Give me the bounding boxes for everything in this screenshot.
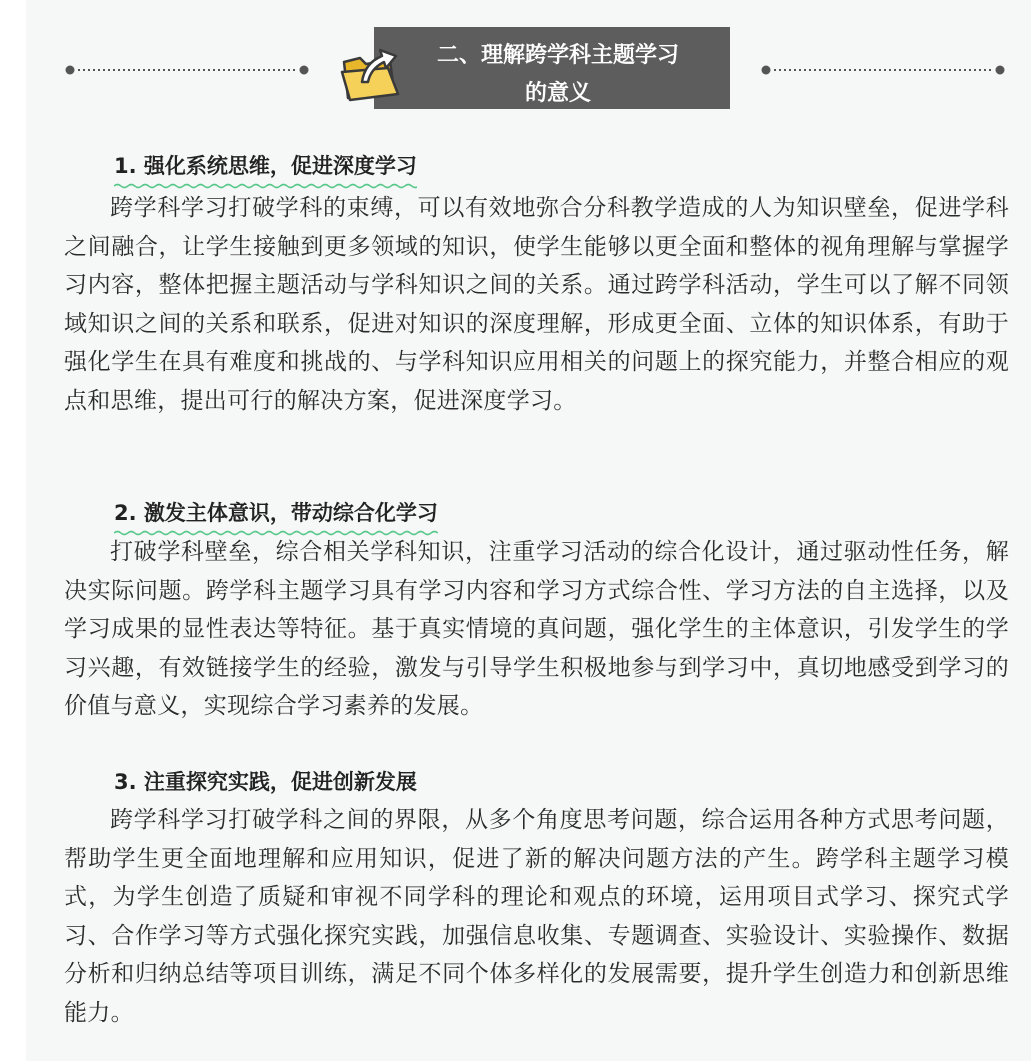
- right-dotted-divider: [760, 64, 1006, 76]
- section-1-body: 跨学科学习打破学科的束缚，可以有效地弥合分科教学造成的人为知识壁垒，促进学科之间融合，让学生接触到更多领域的知识，使学生能够以更全面和整体的视角理解与掌握学习内容，整体把握主题活动与学科知识之间的关系。通过跨学科活动，学生可以了解不同领域知识之间的关系和联系，促进对知识的深度理解，形成更全面、立体的知识体系，有助于强化学生在具有难度和挑战的、与学科知识应用相关的问题上的探究能力，并整合相应的观点和思维，提出可行的解决方案，促进深度学习。: [64, 195, 1009, 414]
- section-3-body: 跨学科学习打破学科之间的界限，从多个角度思考问题，综合运用各种方式思考问题，帮助学生更全面地理解和应用知识，促进了新的解决问题方法的产生。跨学科主题学习模式，为学生创造了质疑和审视不同学科的理论和观点的环境，运用项目式学习、探究式学习、合作学习等方式强化探究实践，加强信息收集、专题调查、实验设计、实验操作、数据分析和归纳总结等项目训练，满足不同个体多样化的发展需要，提升学生创造力和创新思维能力。: [64, 807, 1009, 1026]
- left-dotted-divider: [64, 64, 310, 76]
- section-3-title: 3. 注重探究实践，促进创新发展: [114, 770, 417, 794]
- folder-arrow-icon: [338, 42, 402, 106]
- header-title: 二、理解跨学科主题学习 的意义: [436, 43, 679, 106]
- section-2-title: 2. 激发主体意识，带动综合化学习: [114, 498, 438, 530]
- section-2-body: 打破学科壁垒，综合相关学科知识，注重学习活动的综合化设计，通过驱动性任务，解决实际问题。跨学科主题学习具有学习内容和学习方式综合性、学习方法的自主选择，以及学习成果的显性表达等特征。基于真实情境的真问题，强化学生的主体意识，引发学生的学习兴趣，有效链接学生的经验，激发与引导学生积极地参与到学习中，真切地感受到学习的价值与意义，实现综合学习素养的发展。: [64, 539, 1009, 720]
- section-1-title: 1. 强化系统思维，促进深度学习: [114, 151, 417, 183]
- section-header: [374, 27, 730, 109]
